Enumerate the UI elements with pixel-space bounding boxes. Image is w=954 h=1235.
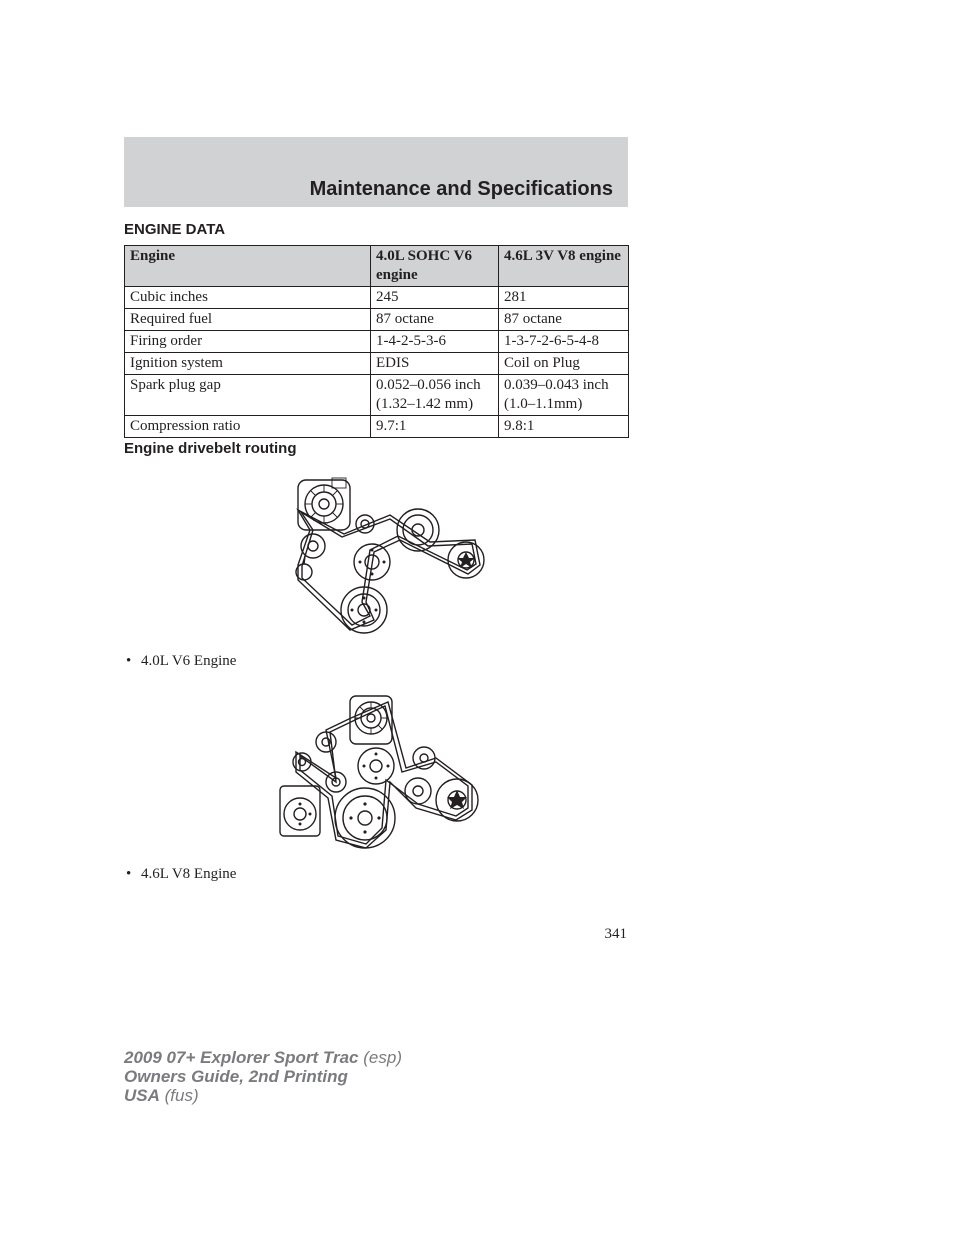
table-cell: 1-4-2-5-3-6: [371, 331, 499, 353]
power-steering-pulley-icon: [397, 509, 439, 551]
table-row: [125, 309, 629, 331]
bullet-icon: •: [126, 653, 132, 669]
table-header-row: [125, 246, 629, 287]
table-cell: 87 octane: [371, 309, 499, 331]
table-cell: Required fuel: [125, 309, 371, 331]
table-cell: Spark plug gap: [125, 375, 371, 416]
page-header-title: Maintenance and Specifications: [309, 178, 613, 200]
table-cell: Compression ratio: [125, 416, 371, 438]
table-row: [125, 353, 629, 375]
diagram-caption: 4.0L V6 Engine: [141, 653, 237, 669]
table-cell: Coil on Plug: [499, 353, 629, 375]
header-bar: [124, 137, 628, 207]
table-cell: 9.8:1: [499, 416, 629, 438]
power-steering-pulley-icon: [405, 778, 431, 804]
ac-compressor-icon: [280, 786, 320, 836]
table-cell: 245: [371, 287, 499, 309]
table-row: [125, 331, 629, 353]
table-cell: 9.7:1: [371, 416, 499, 438]
table-row: [125, 416, 629, 438]
table-row: [125, 375, 629, 416]
idler-pulley-icon: [356, 515, 374, 533]
table-cell: 0.052–0.056 inch (1.32–1.42 mm): [371, 375, 499, 416]
table-cell: 87 octane: [499, 309, 629, 331]
bullet-icon: •: [126, 866, 132, 882]
list-item: [126, 653, 236, 670]
crankshaft-pulley-icon: [341, 587, 387, 633]
v8-drivebelt-diagram: [276, 690, 486, 852]
table-cell: 281: [499, 287, 629, 309]
table-header-cell: Engine: [125, 246, 371, 287]
table-header-cell: 4.0L SOHC V6 engine: [371, 246, 499, 287]
table-row: [125, 287, 629, 309]
table-cell: Cubic inches: [125, 287, 371, 309]
table-cell: 1-3-7-2-6-5-4-8: [499, 331, 629, 353]
diagram-caption: 4.6L V8 Engine: [141, 866, 237, 882]
footer-line: Owners Guide, 2nd Printing: [124, 1067, 348, 1086]
table-cell: Firing order: [125, 331, 371, 353]
subsection-title: Engine drivebelt routing: [124, 440, 297, 457]
list-item: [126, 866, 236, 883]
table-cell: Ignition system: [125, 353, 371, 375]
footer-line: 2009 07+ Explorer Sport Trac (esp): [124, 1048, 402, 1067]
document-footer: [124, 1048, 402, 1105]
footer-line: USA (fus): [124, 1086, 199, 1105]
idler-pulley-icon: [316, 732, 336, 752]
center-pulley-icon: [358, 748, 394, 784]
table-cell: EDIS: [371, 353, 499, 375]
section-title: ENGINE DATA: [124, 221, 226, 238]
table-header-cell: 4.6L 3V V8 engine: [499, 246, 629, 287]
page-number: 341: [604, 926, 627, 942]
engine-data-table: [124, 245, 629, 438]
v6-drivebelt-diagram: [280, 470, 495, 640]
crankshaft-pulley-icon: [335, 788, 395, 848]
table-cell: 0.039–0.043 inch (1.0–1.1mm): [499, 375, 629, 416]
